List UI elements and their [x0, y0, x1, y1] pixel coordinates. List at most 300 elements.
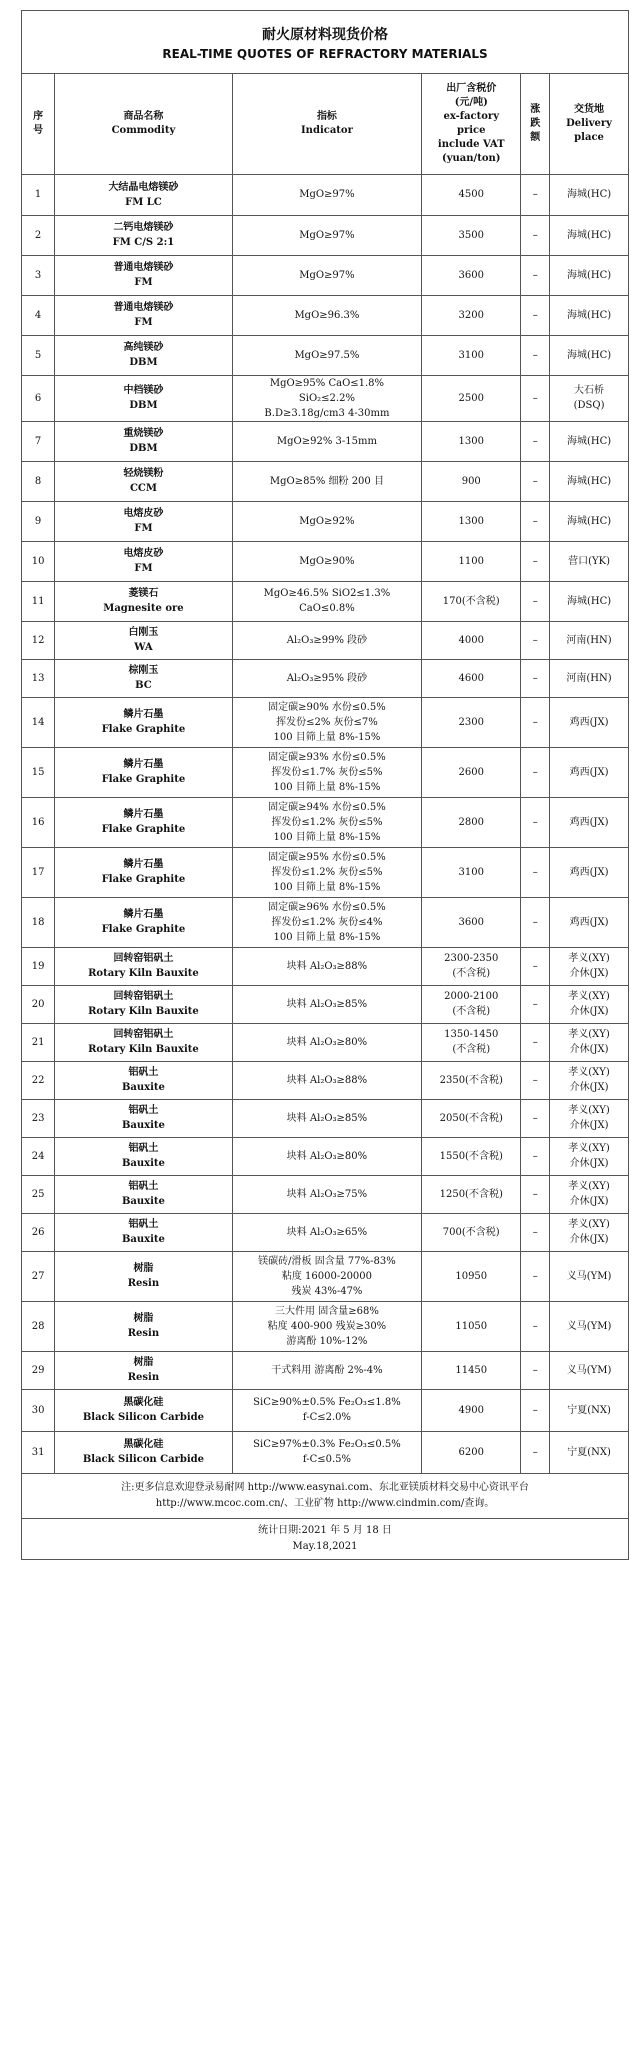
commodity-cell — [55, 295, 233, 335]
price-line: 3100 — [458, 866, 484, 878]
row-number — [22, 335, 55, 375]
commodity-name-cn: 高纯镁砂 — [123, 342, 164, 353]
row-number-text: 8 — [34, 475, 42, 487]
table-row — [22, 1061, 628, 1099]
delivery-line: 义马(YM) — [566, 1320, 612, 1332]
table-row — [22, 215, 628, 255]
change-cell — [521, 1351, 550, 1389]
indicator-line: Al₂O₃≥95% 段砂 — [286, 672, 368, 684]
delivery-cell — [550, 947, 628, 985]
indicator-cell — [232, 1175, 421, 1213]
price-line: 10950 — [455, 1270, 488, 1282]
change-value: – — [532, 1074, 538, 1086]
commodity-name-cn: 树脂 — [133, 1263, 154, 1274]
indicator-line: SiC≥90%±0.5% Fe₂O₃≤1.8% — [253, 1397, 401, 1408]
change-value: – — [532, 229, 538, 241]
price-line: 2500 — [458, 392, 484, 404]
indicator-cell — [232, 375, 421, 421]
commodity-name-en: Black Silicon Carbide — [82, 1454, 205, 1466]
indicator-cell — [232, 1023, 421, 1061]
commodity-name-en: Flake Graphite — [101, 774, 186, 785]
row-number — [22, 747, 55, 797]
change-cell — [521, 897, 550, 947]
price-line: 900 — [461, 475, 481, 487]
price-line: 2300 — [458, 716, 484, 728]
price-cell — [422, 985, 521, 1023]
change-cell — [521, 985, 550, 1023]
price-cell — [422, 215, 521, 255]
commodity-name-cn: 二钙电熔镁砂 — [113, 222, 174, 233]
delivery-cell — [550, 255, 628, 295]
commodity-name-cn: 中档镁砂 — [123, 385, 164, 396]
delivery-line: 介休(JX) — [569, 1044, 609, 1055]
commodity-cell — [55, 215, 233, 255]
table-row — [22, 897, 628, 947]
indicator-cell — [232, 215, 421, 255]
price-line: 1550(不含税) — [439, 1150, 503, 1162]
delivery-cell — [550, 1175, 628, 1213]
delivery-line: 介休(JX) — [569, 1120, 609, 1131]
price-line: (不含税) — [452, 968, 491, 979]
commodity-name-en: Bauxite — [121, 1120, 165, 1131]
delivery-line: 海城(HC) — [566, 435, 612, 447]
price-cell — [422, 1431, 521, 1473]
row-number — [22, 897, 55, 947]
row-number — [22, 847, 55, 897]
change-value: – — [532, 1150, 538, 1162]
price-line: 6200 — [458, 1446, 484, 1458]
delivery-cell — [550, 501, 628, 541]
table-row — [22, 1351, 628, 1389]
table-row — [22, 797, 628, 847]
header-change: 涨 跌 额 — [521, 74, 550, 174]
indicator-cell — [232, 541, 421, 581]
price-line: 1350-1450 — [444, 1029, 499, 1040]
commodity-name-en: BC — [135, 680, 152, 691]
change-value: – — [532, 960, 538, 972]
change-cell — [521, 295, 550, 335]
commodity-cell — [55, 621, 233, 659]
row-number — [22, 659, 55, 697]
price-line: 3600 — [458, 269, 484, 281]
indicator-line: 块料 Al₂O₃≥65% — [286, 1226, 368, 1238]
commodity-name-cn: 回转窑铝矾土 — [113, 1029, 174, 1040]
price-cell — [422, 1351, 521, 1389]
change-value: – — [532, 916, 538, 928]
price-line: 1100 — [458, 555, 484, 567]
change-value: – — [532, 766, 538, 778]
delivery-line: 义马(YM) — [566, 1364, 612, 1376]
delivery-line: 义马(YM) — [566, 1270, 612, 1282]
indicator-line: 镁碳砖/滑板 固含量 77%-83% — [258, 1255, 396, 1267]
price-cell — [422, 847, 521, 897]
table-row — [22, 1251, 628, 1301]
change-cell — [521, 375, 550, 421]
delivery-line: 宁夏(NX) — [567, 1446, 611, 1458]
row-number-text: 12 — [31, 634, 45, 646]
delivery-cell — [550, 1213, 628, 1251]
price-cell — [422, 581, 521, 621]
row-number-text: 19 — [31, 960, 45, 972]
price-line: 2000-2100 — [444, 991, 499, 1002]
indicator-line: 100 目筛上量 8%-15% — [273, 781, 381, 793]
change-value: – — [532, 595, 538, 607]
delivery-line: 孝义(XY) — [568, 1219, 610, 1230]
commodity-name-en: FM — [134, 523, 153, 534]
indicator-line: 挥发份≤2% 灰份≤7% — [276, 716, 378, 728]
row-number-text: 7 — [34, 435, 42, 447]
change-cell — [521, 421, 550, 461]
indicator-line: MgO≥92% — [299, 515, 355, 527]
indicator-line: Al₂O₃≥99% 段砂 — [286, 634, 368, 646]
delivery-cell — [550, 295, 628, 335]
change-cell — [521, 1137, 550, 1175]
indicator-cell — [232, 255, 421, 295]
delivery-cell — [550, 375, 628, 421]
price-cell — [422, 1099, 521, 1137]
indicator-line: 块料 Al₂O₃≥88% — [286, 960, 368, 972]
table-row — [22, 1213, 628, 1251]
table-row — [22, 174, 628, 215]
title-box — [22, 11, 628, 74]
indicator-line: 粘度 400-900 残炭≥30% — [267, 1320, 387, 1332]
commodity-name-en: Resin — [127, 1328, 160, 1339]
indicator-line: SiO₂≤2.2% — [298, 392, 355, 404]
delivery-cell — [550, 1351, 628, 1389]
price-cell — [422, 897, 521, 947]
price-cell — [422, 621, 521, 659]
table-row — [22, 747, 628, 797]
change-value: – — [532, 1270, 538, 1282]
indicator-cell — [232, 581, 421, 621]
commodity-cell — [55, 501, 233, 541]
delivery-line: (DSQ) — [573, 400, 605, 411]
commodity-name-en: Flake Graphite — [101, 874, 186, 885]
change-cell — [521, 621, 550, 659]
commodity-name-cn: 黑碳化硅 — [123, 1397, 164, 1408]
indicator-line: 残炭 43%-47% — [291, 1285, 363, 1297]
commodity-cell — [55, 1099, 233, 1137]
change-cell — [521, 335, 550, 375]
row-number-text: 26 — [31, 1226, 45, 1238]
change-value: – — [532, 716, 538, 728]
table-row — [22, 659, 628, 697]
delivery-cell — [550, 174, 628, 215]
commodity-cell — [55, 897, 233, 947]
change-value: – — [532, 1226, 538, 1238]
table-row — [22, 847, 628, 897]
commodity-name-cn: 电熔皮砂 — [123, 508, 164, 519]
commodity-cell — [55, 847, 233, 897]
row-number-text: 2 — [34, 229, 42, 241]
header-indicator: 指标 Indicator — [232, 74, 421, 174]
price-cell — [422, 947, 521, 985]
row-number — [22, 1023, 55, 1061]
commodity-name-en: DBM — [129, 357, 158, 368]
row-number — [22, 985, 55, 1023]
row-number — [22, 1213, 55, 1251]
change-cell — [521, 1431, 550, 1473]
price-cell — [422, 1137, 521, 1175]
row-number-text: 21 — [31, 1036, 45, 1048]
row-number — [22, 421, 55, 461]
commodity-name-cn: 鳞片石墨 — [123, 909, 164, 920]
commodity-name-en: Black Silicon Carbide — [82, 1412, 205, 1423]
table-row — [22, 985, 628, 1023]
row-number-text: 6 — [34, 392, 42, 404]
table-row — [22, 1301, 628, 1351]
price-cell — [422, 375, 521, 421]
row-number-text: 18 — [31, 916, 45, 928]
indicator-cell — [232, 1389, 421, 1431]
commodity-name-cn: 普通电熔镁砂 — [113, 302, 174, 313]
indicator-line: 固定碳≥96% 水份≤0.5% — [268, 901, 386, 913]
price-line: 3200 — [458, 309, 484, 321]
change-value: – — [532, 816, 538, 828]
commodity-name-en: Rotary Kiln Bauxite — [88, 968, 199, 979]
delivery-line: 鸡西(JX) — [569, 866, 609, 878]
table-row — [22, 1389, 628, 1431]
commodity-name-cn: 回转窑铝矾土 — [113, 953, 174, 964]
change-cell — [521, 255, 550, 295]
indicator-cell — [232, 501, 421, 541]
table-row — [22, 697, 628, 747]
price-cell — [422, 335, 521, 375]
price-line: 11050 — [455, 1320, 488, 1332]
delivery-cell — [550, 215, 628, 255]
change-value: – — [532, 392, 538, 404]
price-cell — [422, 421, 521, 461]
indicator-line: 干式料用 游离酚 2%-4% — [271, 1364, 383, 1376]
price-cell — [422, 1023, 521, 1061]
price-line: 1300 — [458, 515, 484, 527]
change-cell — [521, 747, 550, 797]
price-cell — [422, 255, 521, 295]
commodity-name-cn: 树脂 — [133, 1313, 154, 1324]
commodity-name-cn: 电熔皮砂 — [123, 548, 164, 559]
table-row — [22, 255, 628, 295]
price-cell — [422, 659, 521, 697]
change-value: – — [532, 309, 538, 321]
delivery-line: 鸡西(JX) — [569, 766, 609, 778]
delivery-line: 孝义(XY) — [568, 991, 610, 1002]
table-row — [22, 1099, 628, 1137]
indicator-cell — [232, 1351, 421, 1389]
delivery-line: 孝义(XY) — [568, 1181, 610, 1192]
quotes-table — [22, 74, 628, 1473]
row-number — [22, 501, 55, 541]
commodity-cell — [55, 947, 233, 985]
price-cell — [422, 1061, 521, 1099]
commodity-name-en: Bauxite — [121, 1196, 165, 1207]
commodity-name-cn: 鳞片石墨 — [123, 809, 164, 820]
price-line: 3100 — [458, 349, 484, 361]
change-cell — [521, 847, 550, 897]
change-cell — [521, 1389, 550, 1431]
change-cell — [521, 1213, 550, 1251]
indicator-cell — [232, 1213, 421, 1251]
price-line: 2350(不含税) — [439, 1074, 503, 1086]
statistics-date — [22, 1518, 628, 1559]
indicator-line: MgO≥46.5% SiO2≤1.3% — [263, 588, 391, 599]
table-row — [22, 947, 628, 985]
title-english: REAL-TIME QUOTES OF REFRACTORY MATERIALS — [162, 46, 488, 61]
row-number-text: 4 — [34, 309, 42, 321]
row-number — [22, 1175, 55, 1213]
indicator-cell — [232, 797, 421, 847]
row-number — [22, 797, 55, 847]
indicator-line: 100 目筛上量 8%-15% — [273, 931, 381, 943]
indicator-line: MgO≥95% CaO≤1.8% — [269, 377, 385, 389]
row-number — [22, 174, 55, 215]
indicator-cell — [232, 174, 421, 215]
price-cell — [422, 1251, 521, 1301]
price-cell — [422, 1213, 521, 1251]
row-number — [22, 947, 55, 985]
row-number-text: 30 — [31, 1404, 45, 1416]
statistics-date-en: May.18,2021 — [292, 1541, 358, 1552]
change-value: – — [532, 634, 538, 646]
delivery-line: 海城(HC) — [566, 349, 612, 361]
commodity-name-cn: 普通电熔镁砂 — [113, 262, 174, 273]
indicator-line: 固定碳≥93% 水份≤0.5% — [268, 751, 386, 763]
commodity-cell — [55, 1213, 233, 1251]
price-cell — [422, 1301, 521, 1351]
indicator-line: MgO≥97.5% — [294, 349, 360, 361]
commodity-cell — [55, 1301, 233, 1351]
commodity-cell — [55, 659, 233, 697]
change-value: – — [532, 515, 538, 527]
header-price: 出厂含税价 (元/吨) ex-factory price include VAT (yuan/ton) — [422, 74, 521, 174]
commodity-cell — [55, 174, 233, 215]
commodity-name-en: Bauxite — [121, 1082, 165, 1093]
commodity-name-en: Resin — [127, 1278, 160, 1289]
row-number-text: 25 — [31, 1188, 45, 1200]
price-line: (不含税) — [452, 1044, 491, 1055]
indicator-cell — [232, 1061, 421, 1099]
commodity-cell — [55, 461, 233, 501]
delivery-cell — [550, 1023, 628, 1061]
price-cell — [422, 501, 521, 541]
indicator-line: 100 目筛上量 8%-15% — [273, 881, 381, 893]
commodity-name-en: Flake Graphite — [101, 924, 186, 935]
price-cell — [422, 174, 521, 215]
table-row — [22, 335, 628, 375]
price-line: 1250(不含税) — [439, 1188, 503, 1200]
change-cell — [521, 581, 550, 621]
indicator-cell — [232, 659, 421, 697]
delivery-line: 营口(YK) — [568, 555, 610, 567]
row-number — [22, 621, 55, 659]
indicator-line: MgO≥85% 细粉 200 目 — [269, 475, 384, 487]
delivery-line: 海城(HC) — [566, 189, 612, 200]
delivery-line: 宁夏(NX) — [567, 1404, 611, 1416]
row-number-text: 9 — [34, 515, 42, 527]
commodity-cell — [55, 1023, 233, 1061]
commodity-name-cn: 白刚玉 — [128, 627, 159, 638]
indicator-line: 固定碳≥95% 水份≤0.5% — [268, 851, 386, 863]
indicator-line: 挥发份≤1.2% 灰份≤4% — [271, 916, 383, 928]
commodity-name-en: Flake Graphite — [101, 824, 186, 835]
change-value: – — [532, 1364, 538, 1376]
delivery-cell — [550, 581, 628, 621]
commodity-cell — [55, 541, 233, 581]
delivery-line: 介休(JX) — [569, 1006, 609, 1017]
row-number-text: 5 — [34, 349, 42, 361]
price-line: 4600 — [458, 672, 484, 684]
delivery-cell — [550, 659, 628, 697]
indicator-line: 块料 Al₂O₃≥75% — [286, 1188, 368, 1200]
commodity-name-cn: 树脂 — [133, 1357, 154, 1368]
change-cell — [521, 541, 550, 581]
change-cell — [521, 1061, 550, 1099]
indicator-line: 粘度 16000-20000 — [281, 1270, 373, 1282]
row-number-text: 11 — [31, 595, 45, 607]
delivery-line: 海城(HC) — [566, 229, 612, 241]
delivery-cell — [550, 621, 628, 659]
indicator-cell — [232, 847, 421, 897]
commodity-name-cn: 铝矾土 — [128, 1105, 159, 1116]
price-line: 3500 — [458, 229, 484, 241]
header-commodity: 商品名称 Commodity — [55, 74, 233, 174]
title-chinese: 耐火原材料现货价格 — [262, 26, 388, 43]
change-value: – — [532, 672, 538, 684]
delivery-line: 大石桥 — [574, 385, 605, 396]
delivery-line: 河南(HN) — [566, 634, 612, 646]
indicator-line: MgO≥97% — [299, 229, 355, 241]
change-cell — [521, 501, 550, 541]
delivery-cell — [550, 541, 628, 581]
commodity-cell — [55, 1431, 233, 1473]
indicator-line: MgO≥92% 3-15mm — [276, 435, 377, 447]
price-cell — [422, 295, 521, 335]
indicator-cell — [232, 1137, 421, 1175]
price-line: 11450 — [455, 1364, 488, 1376]
change-cell — [521, 461, 550, 501]
row-number — [22, 215, 55, 255]
commodity-name-en: DBM — [129, 443, 158, 454]
price-line: 2300-2350 — [444, 953, 499, 964]
table-row — [22, 1431, 628, 1473]
row-number — [22, 1301, 55, 1351]
delivery-line: 介休(JX) — [569, 1158, 609, 1169]
indicator-line: 固定碳≥90% 水份≤0.5% — [268, 701, 386, 713]
row-number — [22, 255, 55, 295]
price-sheet — [21, 10, 629, 1560]
commodity-name-en: CCM — [129, 483, 157, 494]
delivery-line: 孝义(XY) — [568, 1143, 610, 1154]
commodity-name-cn: 黑碳化硅 — [123, 1439, 164, 1451]
commodity-cell — [55, 1389, 233, 1431]
commodity-name-en: Bauxite — [121, 1158, 165, 1169]
change-value: – — [532, 349, 538, 361]
price-cell — [422, 541, 521, 581]
price-line: 2800 — [458, 816, 484, 828]
commodity-cell — [55, 255, 233, 295]
statistics-date-cn: 统计日期:2021 年 5 月 18 日 — [258, 1525, 392, 1536]
commodity-cell — [55, 747, 233, 797]
change-value: – — [532, 1036, 538, 1048]
commodity-name-en: WA — [134, 642, 153, 653]
table-row — [22, 581, 628, 621]
delivery-cell — [550, 897, 628, 947]
change-value: – — [532, 189, 538, 200]
indicator-cell — [232, 697, 421, 747]
commodity-name-cn: 鳞片石墨 — [123, 859, 164, 870]
delivery-line: 河南(HN) — [566, 672, 612, 684]
indicator-line: 100 目筛上量 8%-15% — [273, 831, 381, 843]
price-line: 4000 — [458, 634, 484, 646]
